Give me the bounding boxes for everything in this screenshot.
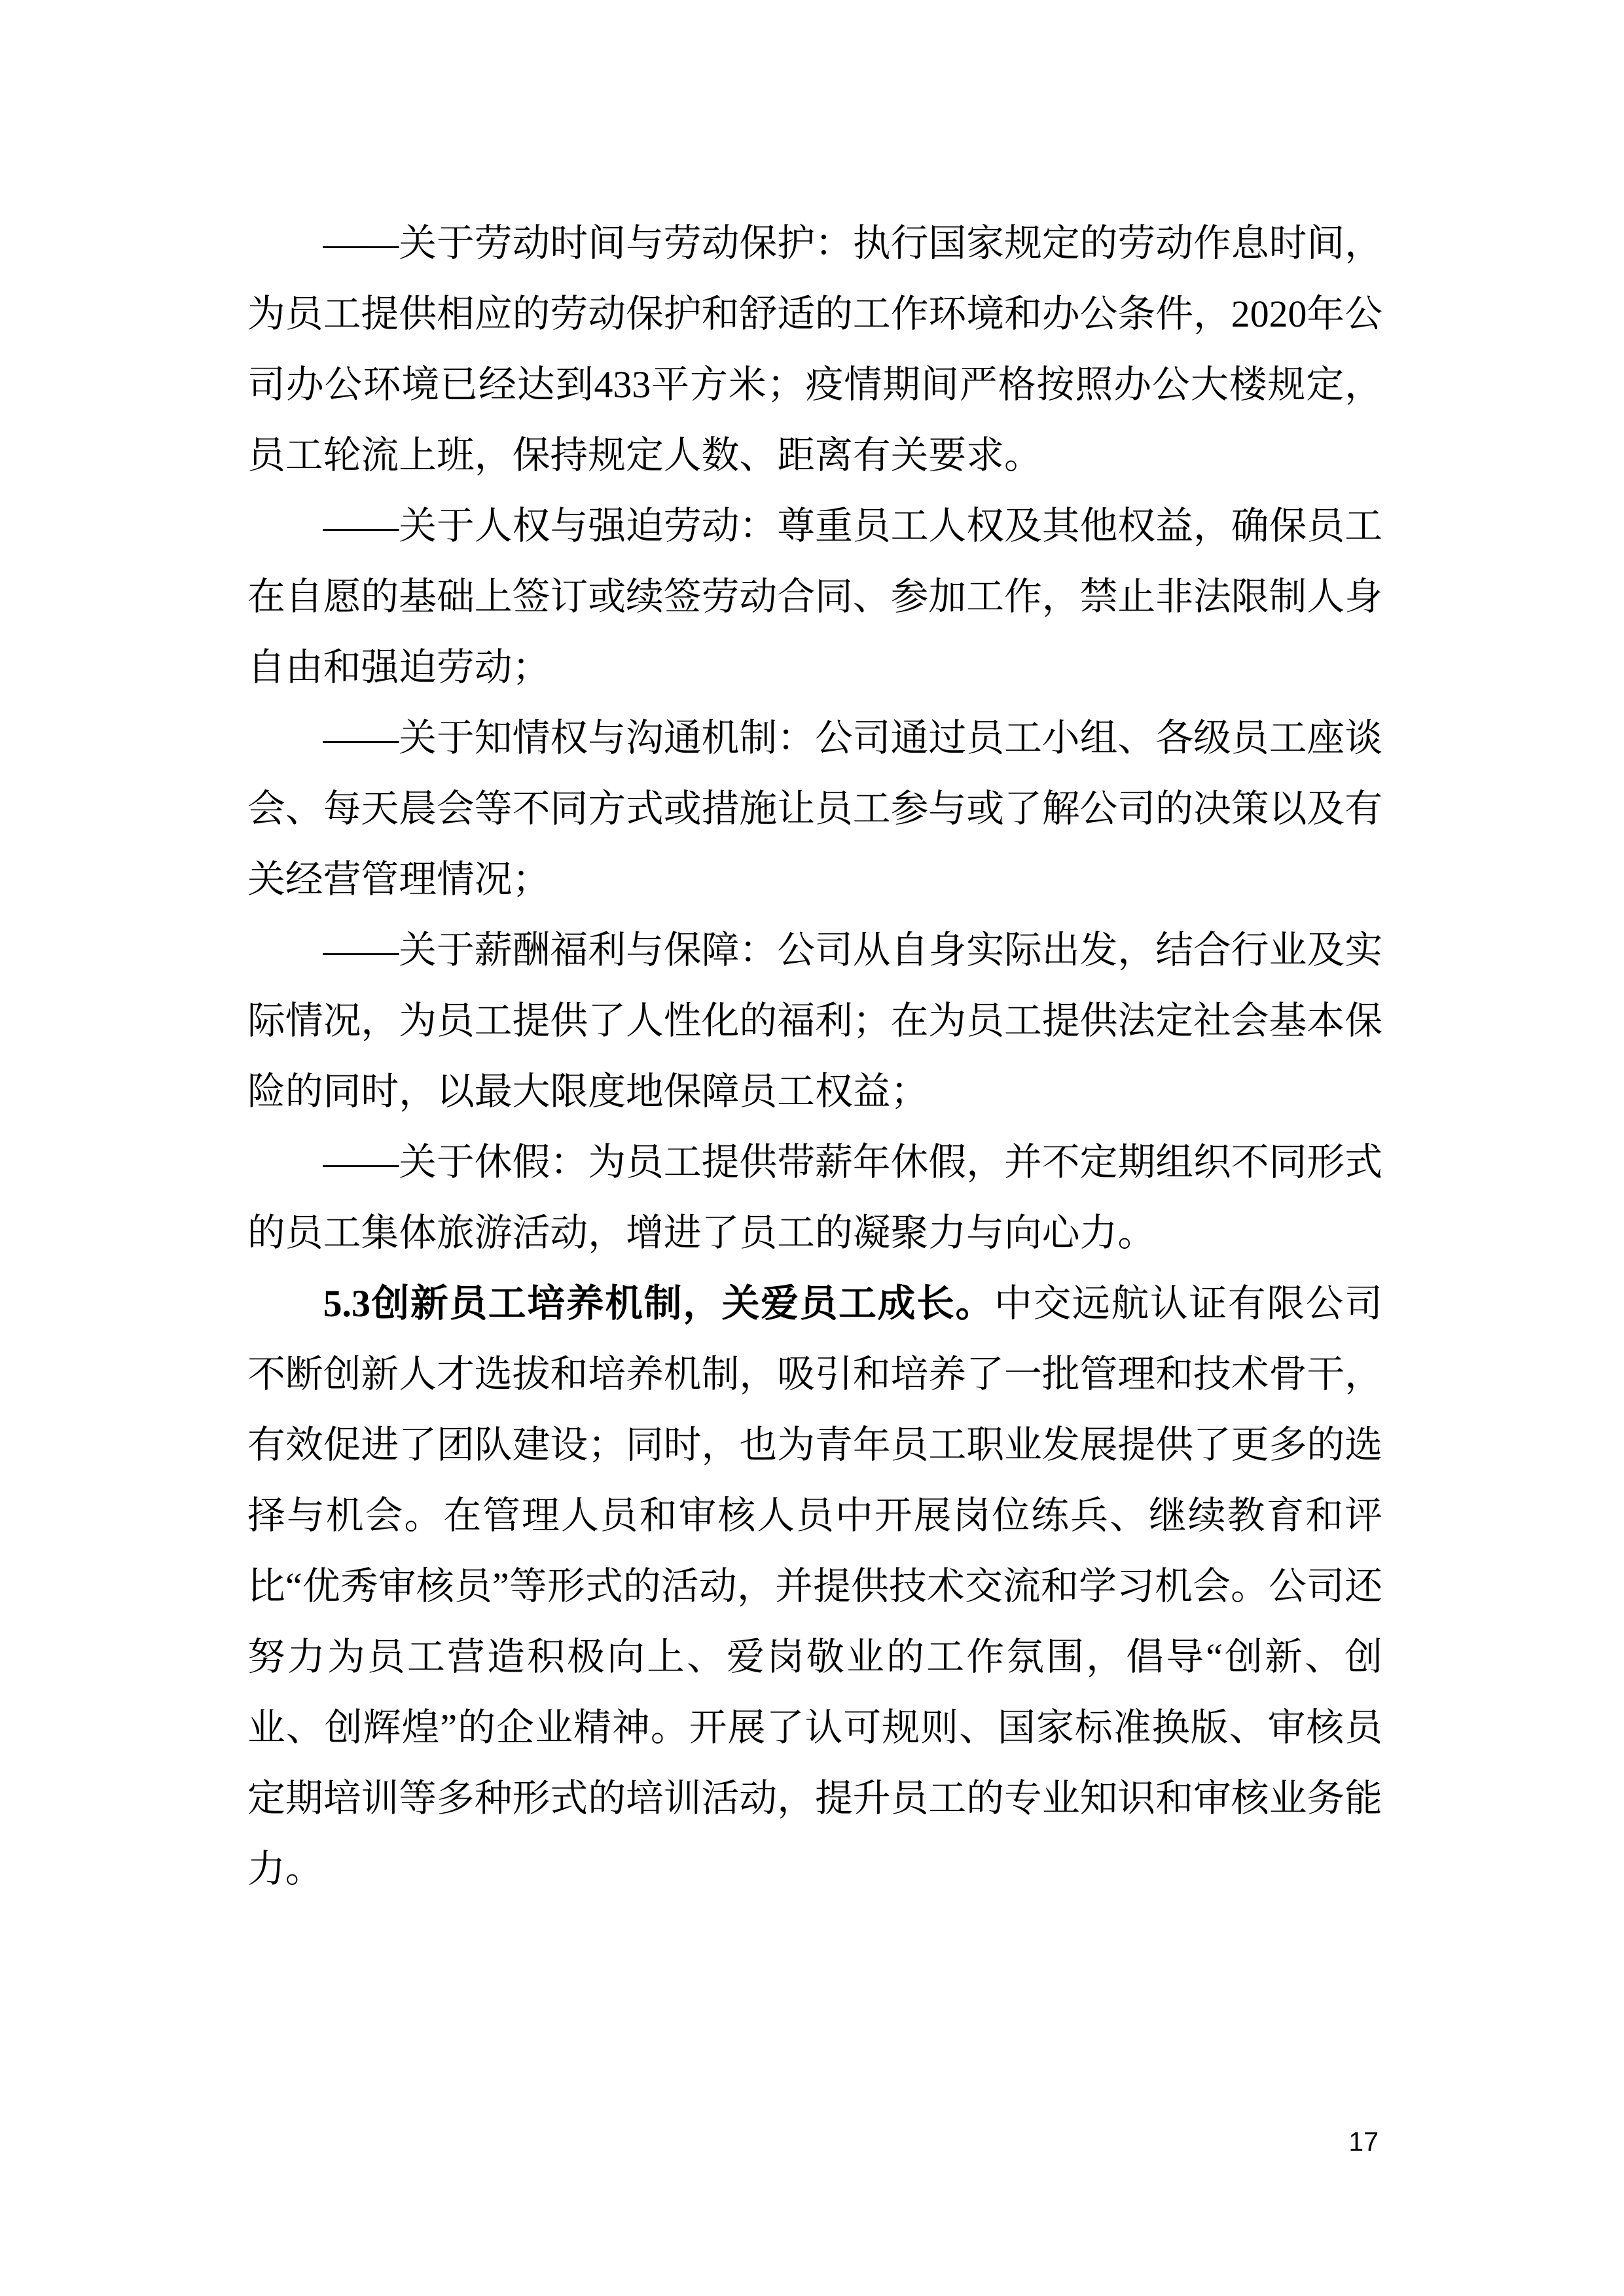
text-run: ——关于薪酬福利与保障：公司从自身实际出发，结合行业及实际情况，为员工提供了人性化的福利；在为员工提供法定社会基本保险的同时，以最大限度地保障员工权益； bbox=[247, 929, 1382, 1113]
paragraph bbox=[247, 491, 1382, 703]
paragraph bbox=[247, 208, 1382, 491]
paragraph bbox=[247, 915, 1382, 1127]
text-run: 中交远航认证有限公司不断创新人才选拔和培养机制，吸引和培养了一批管理和技术骨干，有效促进了团队建设；同时，也为青年员工职业发展提供了更多的选择与机会。在管理人员和审核人员中开展岗位练兵、继续教育和评比“优秀审核员”等形式的活动，并提供技术交流和学习机会。公司还努力为员工营造积极向上、爱岗敬业的工作氛围，倡导“创新、创业、创辉煌”的企业精神。开展了认可规则、国家标准换版、审核员定期培训等多种形式的培训活动，提升员工的专业知识和审核业务能力。 bbox=[247, 1282, 1382, 1890]
page-number: 17 bbox=[1348, 2126, 1379, 2157]
document-body bbox=[247, 208, 1382, 1905]
paragraph bbox=[247, 1268, 1382, 1905]
text-run: ——关于人权与强迫劳动：尊重员工人权及其他权益，确保员工在自愿的基础上签订或续签劳动合同、参加工作，禁止非法限制人身自由和强迫劳动； bbox=[247, 505, 1382, 689]
text-run: ——关于劳动时间与劳动保护：执行国家规定的劳动作息时间，为员工提供相应的劳动保护和舒适的工作环境和办公条件，2020年公司办公环境已经达到433平方米；疫情期间严格按照办公大楼规定，员工轮流上班，保持规定人数、距离有关要求。 bbox=[247, 222, 1382, 476]
paragraph bbox=[247, 1127, 1382, 1268]
heading-run: 5.3创新员工培养机制，关爱员工成长。 bbox=[323, 1282, 994, 1325]
paragraph bbox=[247, 703, 1382, 915]
text-run: ——关于休假：为员工提供带薪年休假，并不定期组织不同形式的员工集体旅游活动，增进了员工的凝聚力与向心力。 bbox=[247, 1141, 1382, 1254]
text-run: ——关于知情权与沟通机制：公司通过员工小组、各级员工座谈会、每天晨会等不同方式或措施让员工参与或了解公司的决策以及有关经营管理情况； bbox=[247, 717, 1382, 901]
